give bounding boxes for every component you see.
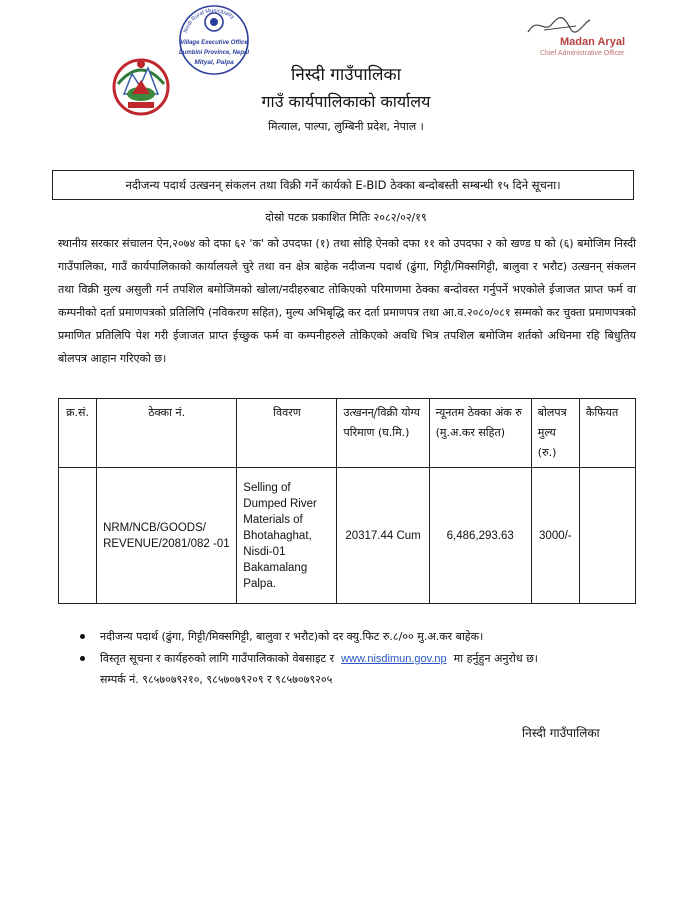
header-bid-fee: बोलपत्र मुल्य (रु.) xyxy=(531,399,579,468)
officer-name: Madan Aryal xyxy=(560,36,626,48)
cell-bid-fee: 3000/- xyxy=(531,468,579,604)
contact-numbers: सम्पर्क नं. ९८५७०७९२१०, ९८५७०७९२०९ र ९८५७०७९२०५ xyxy=(100,673,333,686)
cell-min-amount: 6,486,293.63 xyxy=(429,468,531,604)
cell-contract-no: NRM/NCB/GOODS/ REVENUE/2081/082 -01 xyxy=(97,468,237,604)
notice-title: नदीजन्य पदार्थ उत्खनन् संकलन तथा विक्री गर्ने कार्यको E-BID ठेक्का बन्दोबस्ती सम्बन्धी १५ दिने सूचना। xyxy=(125,177,561,192)
officer-signature-icon xyxy=(524,12,594,38)
header-contract-no: ठेक्का नं. xyxy=(97,399,237,468)
list-item xyxy=(78,626,638,648)
bullet-icon xyxy=(80,634,85,639)
header-min-amount: न्यूनतम ठेक्का अंक रु (मु.अ.कर सहित) xyxy=(429,399,531,468)
table-header-row xyxy=(59,399,636,468)
notice-title-box xyxy=(52,170,634,200)
header-quantity: उत्खनन्/विक्री योग्य परिमाण (घ.मि.) xyxy=(337,399,429,468)
org-address: मित्याल, पाल्पा, लुम्बिनी प्रदेश, नेपाल । xyxy=(268,120,424,133)
tender-table xyxy=(58,398,636,604)
website-link[interactable]: www.nisdimun.gov.np xyxy=(341,653,447,665)
notes-list xyxy=(78,626,638,690)
header-remarks: कैफियत xyxy=(579,399,635,468)
org-name: निस्दी गाउँपालिका xyxy=(290,65,402,85)
seal-text-province: Lumbini Province, Nepal xyxy=(178,50,250,56)
note-rate: नदीजन्य पदार्थ (ढुंगा, गिट्टी/मिक्सगिट्टी, बालुवा र भरौट)को दर क्यु.फिट रु.८/०० मु.अ.कर बाहेक। xyxy=(100,630,484,643)
list-item xyxy=(78,648,638,670)
cell-description: Selling of Dumped River Materials of Bhotahaghat, Nisdi-01 Bakamalang Palpa. xyxy=(237,468,337,604)
signature-block: निस्दी गाउँपालिका xyxy=(522,726,600,740)
notice-body: स्थानीय सरकार संचालन ऐन,२०७४ को दफा ६२ 'क' को उपदफा (१) तथा सोहि ऐनको दफा ११ को उपदफा २ को खण्ड घ को (६) बमोजिम निस्दी गाउँपालिका, गाउँ कार्यपालिकाको कार्यालयले चुरे तथा वन क्षेत्र बाहेक नदीजन्य पदार्थ (ढुंगा, गिट्टी/मिक्सगिट्टी, बालुवा र भरौट) उत्खनन् संकलन तथा विक्री मुल्य असुली गर्न तपशिल बमोजिमको खोला/नदीहरुबाट तोकिएको परिमाणमा ठेक्का बन्दोवस्त गर्नुपर्ने भएकोले ईजाजत प्राप्त फर्म वा कम्पनीको दर्ता प्रमाणपत्रको प्रतिलिपि (नविकरण सहित), मुल्य अभिबृद्धि कर दर्ता प्रमाणपत्र तथा आ.व.२०८०/०८१ सम्मको कर चुक्ता प्रमाणपत्रको प्रमाणित प्रतिलिपि पेश गरी ईजाजत प्राप्त ईच्छुक फर्म वा कम्पनीहरुले तोकिएको अवधि भित्र तपशिल बमोजिम शर्तको अधिनमा रहि बिधुतिय बोलपत्र आहान गरिएको छ। xyxy=(58,237,636,365)
table-row xyxy=(59,468,636,604)
header-sn: क्र.सं. xyxy=(59,399,97,468)
office-name: गाउँ कार्यपालिकाको कार्यालय xyxy=(261,92,431,111)
officer-title: Chief Administrative Officer xyxy=(540,50,625,57)
seal-text-office: Village Executive Office xyxy=(180,40,248,46)
note-info-after: मा हर्नुहुन अनुरोध छ। xyxy=(453,652,538,665)
officer-stamp xyxy=(520,12,650,58)
cell-quantity: 20317.44 Cum xyxy=(337,468,429,604)
seal-text-place: Mityal, Palpa xyxy=(194,59,234,66)
bullet-icon xyxy=(80,656,85,661)
cell-remarks xyxy=(579,468,635,604)
publication-date: दोस्रो पटक प्रकाशित मितिः २०८२/०२/१९ xyxy=(265,211,427,224)
header-description: विवरण xyxy=(237,399,337,468)
seal-text-top: Nisdi Rural Municipality xyxy=(183,7,236,34)
note-info-before: विस्तृत सूचना र कार्यहरुको लागि गाउँपालिकाको वेबसाइट र xyxy=(100,652,335,665)
cell-sn xyxy=(59,468,97,604)
